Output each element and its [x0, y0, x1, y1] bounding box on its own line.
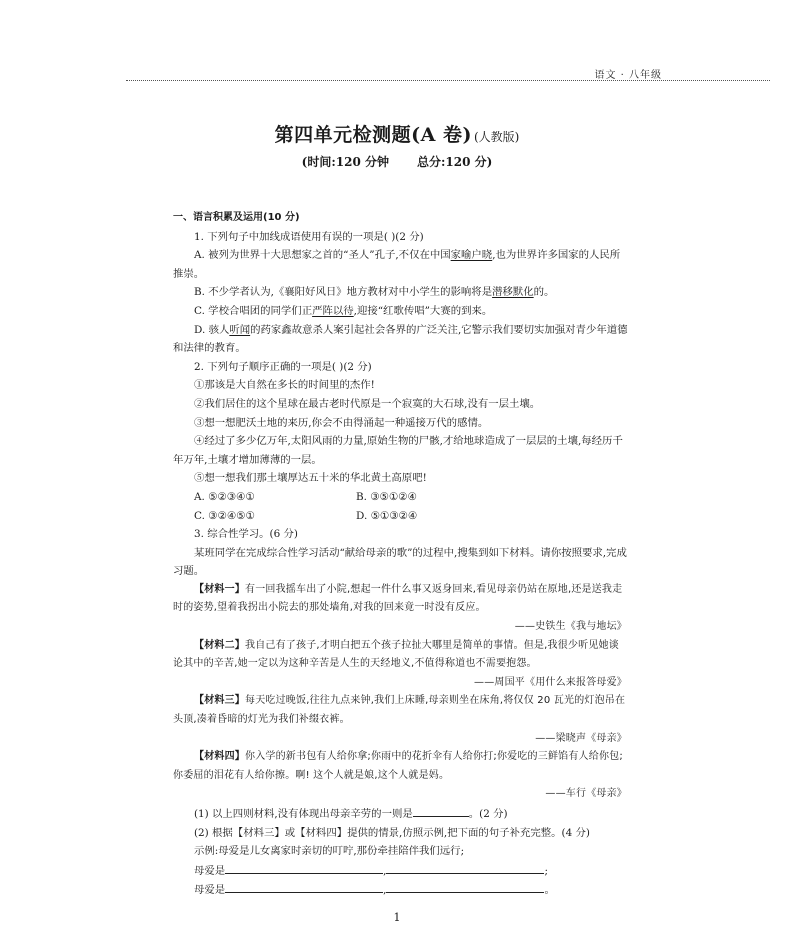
q2-option-d: D. ⑤①③②④ [356, 509, 418, 522]
material-1-label: 【材料一】 [194, 583, 245, 595]
title-main: 第四单元检测题(A 卷) [274, 124, 472, 146]
exam-body [173, 209, 629, 900]
q1-c-idiom: 严阵以待 [312, 304, 354, 317]
q1-a-idiom: 家喻户晓 [450, 249, 493, 262]
material-3-label: 【材料三】 [194, 695, 245, 707]
q2-option-c: C. ③②④⑤① [194, 509, 255, 522]
page-number: 1 [393, 911, 401, 924]
fill-line-2: 母爱是 , 。 [173, 880, 629, 900]
material-4: 【材料四】你入学的新书包有人给你拿;你雨中的花折伞有人给你打;你爱吃的三鲜馅有人给你包;你委屈的泪花有人给你擦。啊! 这个人就是娘,这个人就是妈。 [173, 751, 623, 781]
answer-blank-2[interactable] [225, 861, 383, 874]
q3-intro: 某班同学在完成综合性学习活动“献给母亲的歌”的过程中,搜集到如下材料。请你按照要求,完成习题。 [173, 546, 627, 578]
header-divider [126, 80, 770, 81]
answer-blank-5[interactable] [386, 880, 544, 893]
q3-example: 示例:母爱是儿女离家时亲切的叮咛,那份牵挂陪伴我们远行; [194, 845, 465, 858]
answer-blank-3[interactable] [386, 861, 544, 874]
q1-option-a: A. 被列为世界十大思想家之首的“圣人”孔子,不仅在中国家喻户晓,也为世界许多国家的人民所推崇。 [173, 249, 621, 280]
q2-stem: 2. 下列句子顺序正确的一项是( )(2 分) [194, 360, 372, 373]
title-note: (人教版) [473, 130, 520, 144]
material-1-source: ——史铁生《我与地坛》 [514, 621, 627, 633]
material-3-source: ——梁晓声《母亲》 [535, 732, 627, 744]
q1-option-b: B. 不少学者认为,《襄阳好风日》地方教材对中小学生的影响将是潜移默化的。 [194, 286, 555, 299]
answer-blank-4[interactable] [225, 880, 383, 893]
material-4-source: ——车行《母亲》 [545, 788, 627, 800]
q1-option-d: D. 骇人听闻的药家鑫故意杀人案引起社会各界的广泛关注,它警示我们要切实加强对青少年道德和法律的教育。 [173, 323, 628, 355]
q2-sentence-1: ①那该是大自然在多长的时间里的杰作! [194, 379, 375, 392]
material-4-label: 【材料四】 [194, 751, 245, 763]
fill-line-1: 母爱是 , ; [173, 861, 629, 881]
material-1: 【材料一】有一回我摇车出了小院,想起一件什么事又返身回来,看见母亲仍站在原地,还是送我走时的姿势,望着我拐出小院去的那处墙角,对我的回来竟一时没有反应。 [173, 583, 623, 614]
q2-options-row-1 [173, 488, 629, 507]
section-heading: 一、语言积累及运用(10 分) [173, 212, 300, 223]
exam-score: 总分:120 分) [417, 155, 493, 169]
q2-sentence-3: ③想一想肥沃土地的来历,你会不由得涌起一种遥接万代的感情。 [194, 416, 489, 429]
exam-time: (时间:120 分钟 [301, 155, 389, 169]
q1-option-c: C. 学校合唱团的同学们正严阵以待,迎接“红歌传唱”大赛的到来。 [194, 304, 493, 317]
q2-sentence-2: ②我们居住的这个星球在最古老时代原是一个寂寞的大石球,没有一层土壤。 [194, 397, 541, 410]
header-label: 语文 · 八年级 [594, 70, 662, 81]
q1-stem: 1. 下列句子中加线成语使用有误的一项是( )(2 分) [194, 230, 424, 243]
exam-info [0, 153, 794, 170]
q2-option-a: A. ⑤②③④① [194, 490, 255, 503]
material-2-source: ——周国平《用什么来报答母爱》 [474, 676, 627, 688]
page-title [0, 120, 794, 147]
q2-options-row-2 [173, 507, 629, 526]
q2-sentence-4: ④经过了多少亿万年,太阳风雨的力量,原始生物的尸骸,才给地球造成了一层层的土壤,每经历千年万年,土壤才增加薄薄的一层。 [173, 435, 623, 466]
q3-stem: 3. 综合性学习。(6 分) [194, 528, 298, 541]
material-3: 【材料三】每天吃过晚饭,往往九点来钟,我们上床睡,母亲则坐在床角,将仅仅 20 瓦光的灯泡吊在头顶,凑着昏暗的灯光为我们补缀衣裤。 [173, 695, 626, 726]
q3-sub2: (2) 根据【材料三】或【材料四】提供的情景,仿照示例,把下面的句子补充完整。(4 分) [194, 826, 590, 839]
q1-d-idiom: 听闻 [229, 323, 251, 336]
material-2-label: 【材料二】 [194, 639, 245, 651]
q3-sub1: (1) 以上四则材料,没有体现出母亲辛劳的一则是 。(2 分) [173, 804, 629, 824]
q1-b-idiom: 潜移默化 [492, 286, 534, 299]
answer-blank-1[interactable] [413, 804, 469, 817]
q2-sentence-5: ⑤想一想我们那土壤厚达五十米的华北黄土高原吧! [194, 472, 427, 485]
material-2: 【材料二】我自己有了孩子,才明白把五个孩子拉扯大哪里是简单的事情。但是,我很少听见她谈论其中的辛苦,她一定以为这种辛苦是人生的天经地义,不值得称道也不需要抱怨。 [173, 639, 619, 670]
q2-option-b: B. ③⑤①②④ [356, 490, 417, 503]
